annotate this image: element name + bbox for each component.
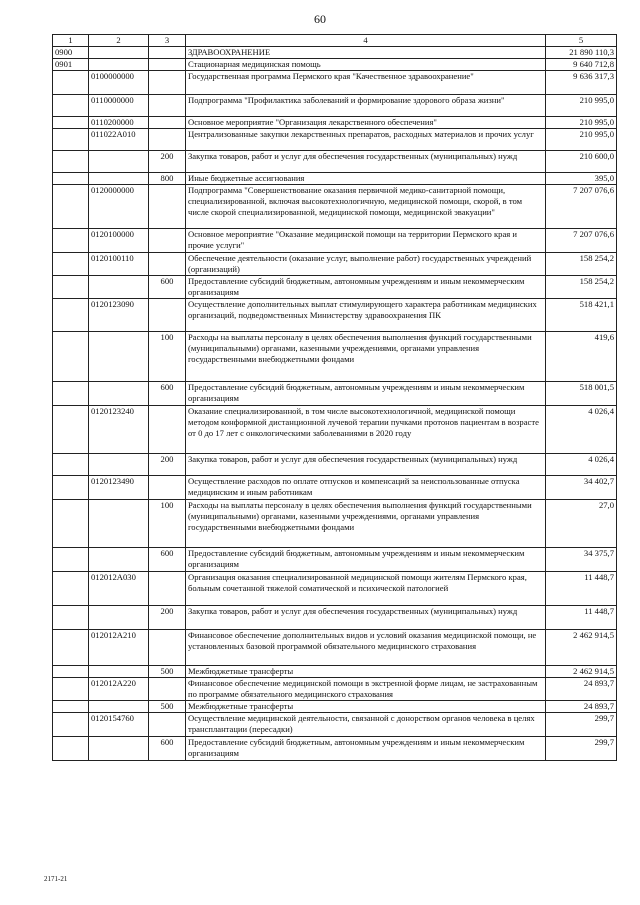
section-code-cell [53, 630, 89, 666]
section-code-cell [53, 476, 89, 500]
column-number: 1 [53, 35, 89, 47]
amount-cell: 9 640 712,8 [546, 59, 617, 71]
target-article-cell [89, 737, 149, 761]
page-number: 60 [314, 12, 326, 26]
amount-cell: 158 254,2 [546, 276, 617, 299]
expense-type-cell: 100 [149, 500, 186, 548]
expense-type-cell [149, 630, 186, 666]
expense-type-cell [149, 95, 186, 117]
target-article-cell [89, 173, 149, 185]
target-article-cell: 0120123490 [89, 476, 149, 500]
table-row [53, 548, 617, 572]
expense-type-cell [149, 117, 186, 129]
section-code-cell [53, 737, 89, 761]
table-row [53, 151, 617, 173]
table-row [53, 382, 617, 406]
description-cell: Стационарная медицинская помощь [186, 59, 546, 71]
target-article-cell [89, 454, 149, 476]
table-row [53, 117, 617, 129]
table-row [53, 332, 617, 382]
description-cell: Предоставление субсидий бюджетным, автономным учреждениям и иным некоммерческим организациям [186, 737, 546, 761]
target-article-cell [89, 151, 149, 173]
amount-cell: 21 890 110,3 [546, 47, 617, 59]
description-cell: Межбюджетные трансферты [186, 666, 546, 678]
expense-type-cell [149, 299, 186, 332]
amount-cell: 518 001,5 [546, 382, 617, 406]
expense-type-cell [149, 47, 186, 59]
table-row [53, 185, 617, 229]
expense-type-cell [149, 185, 186, 229]
column-number: 5 [546, 35, 617, 47]
expense-type-cell [149, 129, 186, 151]
expense-type-cell [149, 253, 186, 276]
amount-cell: 24 893,7 [546, 678, 617, 701]
amount-cell: 2 462 914,5 [546, 630, 617, 666]
section-code-cell [53, 185, 89, 229]
section-code-cell [53, 666, 89, 678]
amount-cell: 2 462 914,5 [546, 666, 617, 678]
table-row [53, 406, 617, 454]
expense-type-cell: 800 [149, 173, 186, 185]
description-cell: Закупка товаров, работ и услуг для обеспечения государственных (муниципальных) нужд [186, 454, 546, 476]
section-code-cell [53, 713, 89, 737]
amount-cell: 210 995,0 [546, 117, 617, 129]
section-code-cell: 0901 [53, 59, 89, 71]
amount-cell: 210 600,0 [546, 151, 617, 173]
table-row [53, 678, 617, 701]
target-article-cell: 012012А220 [89, 678, 149, 701]
section-code-cell [53, 406, 89, 454]
table-row [53, 173, 617, 185]
target-article-cell: 0110200000 [89, 117, 149, 129]
table-body [53, 47, 617, 761]
description-cell: Расходы на выплаты персоналу в целях обеспечения выполнения функций государственными (муниципальными) органами, казенными учреждениями, органами управления государственными внебюджетными фондами [186, 332, 546, 382]
table-row [53, 701, 617, 713]
description-cell: ЗДРАВООХРАНЕНИЕ [186, 47, 546, 59]
amount-cell: 11 448,7 [546, 606, 617, 630]
target-article-cell [89, 701, 149, 713]
section-code-cell [53, 572, 89, 606]
table-row [53, 737, 617, 761]
amount-cell: 11 448,7 [546, 572, 617, 606]
description-cell: Предоставление субсидий бюджетным, автономным учреждениям и иным некоммерческим организациям [186, 276, 546, 299]
description-cell: Организация оказания специализированной медицинской помощи жителям Пермского края, больным сочетанной тяжелой соматической и психической патологией [186, 572, 546, 606]
table-row [53, 666, 617, 678]
description-cell: Осуществление медицинской деятельности, связанной с донорством органов человека в целях трансплантации (пересадки) [186, 713, 546, 737]
amount-cell: 9 636 317,3 [546, 71, 617, 95]
description-cell: Обеспечение деятельности (оказание услуг, выполнение работ) государственных учреждений (организаций) [186, 253, 546, 276]
amount-cell: 395,0 [546, 173, 617, 185]
description-cell: Финансовое обеспечение медицинской помощи в экстренной форме лицам, не застрахованным по программе обязательного медицинского страхования [186, 678, 546, 701]
expense-type-cell [149, 59, 186, 71]
expense-type-cell: 600 [149, 382, 186, 406]
expense-type-cell: 200 [149, 606, 186, 630]
budget-table [52, 34, 617, 761]
expense-type-cell: 500 [149, 666, 186, 678]
target-article-cell: 012012А030 [89, 572, 149, 606]
target-article-cell: 0120000000 [89, 185, 149, 229]
target-article-cell [89, 59, 149, 71]
amount-cell: 158 254,2 [546, 253, 617, 276]
table-row [53, 276, 617, 299]
table-row [53, 500, 617, 548]
amount-cell: 299,7 [546, 737, 617, 761]
amount-cell: 4 026,4 [546, 454, 617, 476]
table-row [53, 299, 617, 332]
amount-cell: 210 995,0 [546, 95, 617, 117]
description-cell: Иные бюджетные ассигнования [186, 173, 546, 185]
target-article-cell: 0120154760 [89, 713, 149, 737]
target-article-cell: 0120123090 [89, 299, 149, 332]
section-code-cell [53, 548, 89, 572]
description-cell: Финансовое обеспечение дополнительных видов и условий оказания медицинской помощи, не установленных базовой программой обязательного медицинского страхования [186, 630, 546, 666]
description-cell: Закупка товаров, работ и услуг для обеспечения государственных (муниципальных) нужд [186, 606, 546, 630]
description-cell: Основное мероприятие "Оказание медицинской помощи на территории Пермского края и прочие услуги" [186, 229, 546, 253]
section-code-cell [53, 332, 89, 382]
section-code-cell [53, 253, 89, 276]
amount-cell: 34 402,7 [546, 476, 617, 500]
description-cell: Осуществление расходов по оплате отпусков и компенсаций за неиспользованные отпуска медицинским и иным работникам [186, 476, 546, 500]
section-code-cell [53, 500, 89, 548]
section-code-cell [53, 701, 89, 713]
expense-type-cell: 500 [149, 701, 186, 713]
target-article-cell [89, 276, 149, 299]
table-row [53, 630, 617, 666]
amount-cell: 27,0 [546, 500, 617, 548]
target-article-cell: 0100000000 [89, 71, 149, 95]
expense-type-cell: 100 [149, 332, 186, 382]
column-number: 4 [186, 35, 546, 47]
section-code-cell [53, 606, 89, 630]
description-cell: Закупка товаров, работ и услуг для обеспечения государственных (муниципальных) нужд [186, 151, 546, 173]
section-code-cell [53, 454, 89, 476]
table-row [53, 47, 617, 59]
section-code-cell [53, 117, 89, 129]
target-article-cell [89, 666, 149, 678]
description-cell: Предоставление субсидий бюджетным, автономным учреждениям и иным некоммерческим организациям [186, 548, 546, 572]
column-number: 3 [149, 35, 186, 47]
target-article-cell [89, 382, 149, 406]
description-cell: Оказание специализированной, в том числе высокотехнологичной, медицинской помощи методом конформной дистанционной лучевой терапии пучками протонов пациентам в возрасте от 0 до 17 лет с онкологическими заболеваниями в 2020 году [186, 406, 546, 454]
column-number: 2 [89, 35, 149, 47]
table-row [53, 253, 617, 276]
section-code-cell [53, 95, 89, 117]
expense-type-cell: 600 [149, 548, 186, 572]
amount-cell: 419,6 [546, 332, 617, 382]
amount-cell: 4 026,4 [546, 406, 617, 454]
expense-type-cell: 600 [149, 276, 186, 299]
amount-cell: 7 207 076,6 [546, 229, 617, 253]
description-cell: Осуществление дополнительных выплат стимулирующего характера работникам медицинских организаций, подведомственных Министерству здравоохранения ПК [186, 299, 546, 332]
expense-type-cell [149, 572, 186, 606]
description-cell: Межбюджетные трансферты [186, 701, 546, 713]
section-code-cell [53, 71, 89, 95]
target-article-cell [89, 47, 149, 59]
table-row [53, 572, 617, 606]
table-row [53, 713, 617, 737]
description-cell: Предоставление субсидий бюджетным, автономным учреждениям и иным некоммерческим организациям [186, 382, 546, 406]
expense-type-cell [149, 476, 186, 500]
target-article-cell: 0120100110 [89, 253, 149, 276]
description-cell: Подпрограмма "Профилактика заболеваний и формирование здорового образа жизни" [186, 95, 546, 117]
expense-type-cell [149, 229, 186, 253]
section-code-cell: 0900 [53, 47, 89, 59]
column-number-row [53, 35, 617, 47]
target-article-cell [89, 606, 149, 630]
table-row [53, 71, 617, 95]
expense-type-cell [149, 678, 186, 701]
description-cell: Основное мероприятие "Организация лекарственного обеспечения" [186, 117, 546, 129]
table-row [53, 454, 617, 476]
section-code-cell [53, 678, 89, 701]
target-article-cell: 011022А010 [89, 129, 149, 151]
expense-type-cell: 200 [149, 454, 186, 476]
section-code-cell [53, 382, 89, 406]
expense-type-cell: 200 [149, 151, 186, 173]
section-code-cell [53, 299, 89, 332]
section-code-cell [53, 129, 89, 151]
amount-cell: 299,7 [546, 713, 617, 737]
table-row [53, 95, 617, 117]
target-article-cell [89, 500, 149, 548]
expense-type-cell [149, 71, 186, 95]
section-code-cell [53, 173, 89, 185]
description-cell: Расходы на выплаты персоналу в целях обеспечения выполнения функций государственными (муниципальными) органами, казенными учреждениями, органами управления государственными внебюджетными фондами [186, 500, 546, 548]
amount-cell: 518 421,1 [546, 299, 617, 332]
section-code-cell [53, 229, 89, 253]
table-row [53, 476, 617, 500]
amount-cell: 210 995,0 [546, 129, 617, 151]
target-article-cell [89, 548, 149, 572]
target-article-cell: 0120100000 [89, 229, 149, 253]
amount-cell: 34 375,7 [546, 548, 617, 572]
table-row [53, 59, 617, 71]
expense-type-cell: 600 [149, 737, 186, 761]
expense-type-cell [149, 406, 186, 454]
description-cell: Централизованные закупки лекарственных препаратов, расходных материалов и прочих услуг [186, 129, 546, 151]
section-code-cell [53, 151, 89, 173]
description-cell: Подпрограмма "Совершенствование оказания первичной медико-санитарной помощи, специализированной, включая высокотехнологичную, медицинской помощи, скорой, в том числе скорой специализированной, медицинской помощи, медицинской эвакуации" [186, 185, 546, 229]
table-row [53, 606, 617, 630]
amount-cell: 24 893,7 [546, 701, 617, 713]
expense-type-cell [149, 713, 186, 737]
target-article-cell: 0110000000 [89, 95, 149, 117]
amount-cell: 7 207 076,6 [546, 185, 617, 229]
table-row [53, 129, 617, 151]
table-row [53, 229, 617, 253]
target-article-cell: 0120123240 [89, 406, 149, 454]
section-code-cell [53, 276, 89, 299]
target-article-cell [89, 332, 149, 382]
target-article-cell: 012012А210 [89, 630, 149, 666]
description-cell: Государственная программа Пермского края "Качественное здравоохранение" [186, 71, 546, 95]
footer-code: 2171-21 [44, 875, 68, 883]
